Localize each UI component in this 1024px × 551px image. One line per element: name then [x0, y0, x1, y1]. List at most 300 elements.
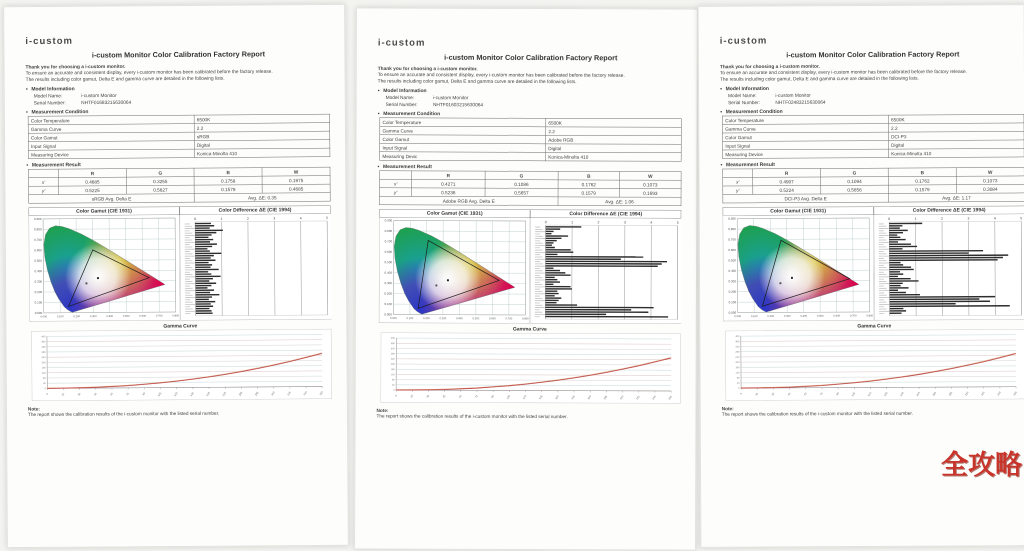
- svg-text:210: 210: [964, 390, 970, 396]
- cie-1931-diagram: [723, 215, 874, 321]
- svg-text:105: 105: [850, 391, 856, 397]
- svg-text:0.000: 0.000: [35, 311, 43, 315]
- svg-text:0.600: 0.600: [34, 248, 42, 252]
- svg-text:0: 0: [194, 217, 196, 221]
- result-value: 0.1975: [262, 176, 330, 185]
- intro-line-1: Thank you for choosing a i-custom monitor.: [26, 62, 332, 70]
- color-gamut-chart-col: [723, 207, 875, 322]
- svg-text:135: 135: [189, 391, 195, 397]
- condition-label: Input Signal: [723, 141, 889, 150]
- svg-text:0.700: 0.700: [505, 317, 512, 321]
- report-page: [354, 7, 698, 550]
- condition-value: 6500K: [888, 115, 1024, 124]
- svg-text:120: 120: [173, 391, 179, 397]
- avg-delta-e-label: sRGB Avg. Delta E: [29, 194, 195, 204]
- condition-label: Gamma Curve: [380, 126, 546, 135]
- model-name-label: Model Name:: [386, 95, 432, 101]
- svg-text:165: 165: [915, 391, 921, 397]
- svg-text:0.500: 0.500: [34, 259, 42, 263]
- svg-text:0.100: 0.100: [406, 316, 413, 320]
- report-title: i-custom Monitor Color Calibration Factory Report: [720, 50, 1024, 60]
- model-name-value: i-custom Monitor: [433, 95, 468, 101]
- section-measurement-result: ● Measurement Result: [377, 164, 683, 171]
- section-measurement-result: ● Measurement Result: [26, 161, 332, 169]
- color-gamut-chart-col: [379, 209, 530, 324]
- svg-text:0: 0: [44, 388, 46, 391]
- svg-text:0.400: 0.400: [728, 269, 736, 273]
- svg-text:0: 0: [393, 389, 395, 392]
- color-gamut-chart: [379, 218, 530, 324]
- color-gamut-chart-title: Color Gamut (CIE 1931): [379, 209, 530, 218]
- svg-text:0: 0: [888, 217, 890, 221]
- svg-text:0.700: 0.700: [34, 238, 42, 242]
- svg-text:0.300: 0.300: [439, 316, 446, 320]
- cie-1931-diagram: [29, 215, 180, 321]
- svg-text:0.400: 0.400: [456, 316, 463, 320]
- condition-label: Gamma Curve: [28, 124, 194, 134]
- svg-text:225: 225: [286, 390, 292, 396]
- note-block: [722, 404, 1024, 417]
- result-col-header: B: [194, 168, 262, 177]
- svg-text:135: 135: [538, 394, 544, 400]
- result-value: 0.1073: [620, 180, 682, 189]
- condition-label: Measuring Device: [723, 149, 889, 158]
- svg-text:1: 1: [221, 217, 223, 221]
- svg-text:0.300: 0.300: [784, 314, 791, 318]
- svg-text:0.200: 0.200: [767, 314, 774, 318]
- model-name-value: i-custom Monitor: [81, 93, 116, 99]
- cie-1931-diagram: [379, 218, 529, 324]
- result-col-header: R: [753, 169, 821, 178]
- result-value: 0.3084: [956, 185, 1024, 194]
- svg-text:30: 30: [77, 392, 82, 397]
- note-text: The report shows the calibration results of the i-custom monitor with the listed serial number.: [722, 410, 1024, 417]
- result-col-header: G: [820, 168, 888, 177]
- measurement-result-table: [28, 167, 330, 204]
- svg-text:0.100: 0.100: [57, 314, 64, 318]
- result-col-header: R: [58, 169, 126, 178]
- svg-text:0.900: 0.900: [34, 217, 42, 221]
- svg-text:0.500: 0.500: [123, 314, 130, 318]
- result-value: 0.5225: [59, 186, 127, 195]
- result-value: 0.4271: [412, 180, 485, 189]
- svg-text:160: 160: [735, 366, 740, 369]
- svg-text:0.800: 0.800: [866, 314, 873, 318]
- note-text: The report shows the calibration results of the i-custom monitor with the listed serial number.: [28, 410, 334, 418]
- condition-label: Color Gamut: [723, 132, 889, 141]
- result-value: 0.1579: [888, 185, 956, 194]
- svg-text:0: 0: [394, 394, 398, 398]
- note-label: Note:: [377, 408, 683, 415]
- svg-text:0.100: 0.100: [729, 300, 737, 304]
- delta-e-bar-chart: [530, 218, 681, 324]
- svg-text:0.600: 0.600: [489, 317, 496, 321]
- svg-text:75: 75: [474, 394, 479, 399]
- svg-text:280: 280: [735, 351, 740, 354]
- svg-text:225: 225: [635, 394, 641, 400]
- gamma-curve-plot: [32, 330, 326, 401]
- gamma-curve-chart: [381, 333, 681, 404]
- svg-text:0.300: 0.300: [729, 280, 737, 284]
- result-value: 0.1693: [619, 189, 681, 198]
- charts-row: [723, 206, 1024, 322]
- svg-text:0.100: 0.100: [751, 314, 758, 318]
- svg-text:90: 90: [141, 391, 146, 396]
- svg-text:0.900: 0.900: [385, 219, 393, 223]
- condition-value: DCI-P3: [888, 132, 1024, 141]
- svg-text:0.700: 0.700: [850, 314, 857, 318]
- svg-text:150: 150: [554, 394, 560, 400]
- svg-text:0.600: 0.600: [833, 314, 840, 318]
- i-custom-logo: i-custom: [720, 34, 1024, 47]
- result-value: 0.5236: [412, 188, 485, 197]
- svg-text:180: 180: [238, 391, 244, 397]
- result-row-label: x': [29, 178, 59, 187]
- serial-number-label: Serial Number:: [34, 100, 80, 106]
- condition-label: Measuring Device: [28, 149, 194, 159]
- svg-text:400: 400: [735, 335, 740, 338]
- delta-e-chart: [180, 214, 332, 321]
- svg-text:0.500: 0.500: [817, 314, 824, 318]
- gamma-curve-chart: [31, 329, 331, 401]
- report-title: i-custom Monitor Color Calibration Factory Report: [378, 53, 684, 62]
- condition-value: 2.2: [194, 123, 330, 132]
- svg-text:0.000: 0.000: [729, 311, 737, 315]
- delta-e-chart-col: [530, 210, 681, 325]
- svg-text:0.800: 0.800: [728, 227, 736, 231]
- svg-text:4: 4: [994, 217, 996, 221]
- svg-text:4: 4: [650, 221, 652, 225]
- svg-text:1: 1: [571, 221, 573, 225]
- intro-paragraph: [378, 66, 684, 86]
- condition-value: Digital: [546, 144, 682, 153]
- svg-text:90: 90: [835, 391, 840, 396]
- svg-text:135: 135: [883, 391, 889, 397]
- watermark-quangonglue: 全攻略: [941, 443, 1022, 482]
- svg-text:3: 3: [624, 221, 626, 225]
- condition-value: 6500K: [194, 114, 330, 123]
- condition-row: [28, 148, 330, 159]
- svg-text:180: 180: [586, 394, 592, 400]
- svg-text:105: 105: [157, 391, 163, 397]
- svg-text:195: 195: [602, 394, 608, 400]
- serial-number-value: NHTF02483215630064: [775, 100, 825, 106]
- section-measurement-condition: ● Measurement Condition: [26, 108, 332, 116]
- svg-text:150: 150: [205, 391, 211, 397]
- svg-text:0: 0: [545, 220, 547, 224]
- svg-text:280: 280: [391, 353, 396, 356]
- svg-text:15: 15: [409, 394, 414, 399]
- model-name-label: Model Name:: [728, 93, 774, 99]
- model-name-row: [728, 92, 1024, 99]
- serial-number-row: [386, 102, 684, 109]
- serial-number-row: [34, 99, 332, 107]
- svg-text:0.800: 0.800: [385, 229, 393, 233]
- svg-text:0.000: 0.000: [390, 316, 397, 320]
- svg-text:40: 40: [737, 382, 740, 385]
- note-label: Note:: [722, 404, 1024, 411]
- svg-text:240: 240: [735, 356, 740, 359]
- svg-text:0.300: 0.300: [35, 280, 43, 284]
- svg-text:0.500: 0.500: [728, 259, 736, 263]
- result-value: 0.1094: [821, 177, 889, 186]
- svg-text:195: 195: [947, 391, 953, 397]
- avg-delta-e-value: Avg. ΔE: 0.35: [194, 193, 330, 202]
- model-name-value: i-custom Monitor: [775, 93, 810, 99]
- condition-value: sRGB: [194, 131, 330, 140]
- gamma-curve-plot: [726, 330, 1020, 401]
- svg-text:15: 15: [60, 392, 65, 397]
- gamma-section: [723, 323, 1024, 401]
- note-text: The report shows the calibration results of the i-custom monitor with the listed serial number.: [377, 413, 683, 420]
- svg-text:0.600: 0.600: [728, 248, 736, 252]
- result-row-label: x': [380, 179, 412, 188]
- condition-label: Color Gamut: [28, 132, 194, 142]
- color-gamut-chart-col: [29, 207, 181, 322]
- svg-text:0.200: 0.200: [729, 290, 737, 294]
- measurement-result-table: [722, 167, 1024, 203]
- avg-delta-e-value: Avg. ΔE: 1.17: [889, 193, 1024, 202]
- result-value: 0.5627: [126, 185, 194, 194]
- svg-text:0: 0: [45, 392, 49, 396]
- result-col-header: G: [126, 168, 194, 177]
- svg-text:0.600: 0.600: [385, 250, 393, 254]
- intro-line-3: The results including color gamut, Delta E and gamma curve are detailed in the following lists.: [26, 75, 332, 83]
- report-page-inner: [355, 8, 697, 539]
- section-measurement-condition: ● Measurement Condition: [378, 111, 684, 118]
- i-custom-logo: i-custom: [25, 34, 331, 47]
- svg-text:400: 400: [391, 337, 396, 340]
- color-gamut-chart: [723, 215, 875, 321]
- svg-text:5: 5: [1020, 217, 1022, 221]
- delta-e-chart-title: Color Difference ΔE (CIE 1994): [180, 206, 331, 216]
- intro-paragraph: [720, 63, 1024, 83]
- svg-text:0: 0: [738, 387, 740, 390]
- svg-text:40: 40: [392, 384, 395, 387]
- result-value: 0.5656: [821, 185, 889, 194]
- svg-text:75: 75: [125, 391, 130, 396]
- result-row-label: y': [380, 188, 412, 197]
- svg-text:240: 240: [391, 358, 396, 361]
- condition-label: Measuring Devic: [380, 152, 546, 161]
- avg-delta-e-label: Adobe RGB Avg. Delta E: [380, 196, 558, 205]
- svg-text:90: 90: [490, 394, 495, 399]
- condition-row: [380, 152, 682, 162]
- condition-value: Konica-Minolta 410: [194, 148, 330, 157]
- svg-text:80: 80: [737, 377, 740, 380]
- svg-text:30: 30: [770, 392, 775, 397]
- svg-text:200: 200: [735, 361, 740, 364]
- result-col-header: [29, 169, 59, 178]
- gamma-curve-title: Gamma Curve: [29, 323, 331, 331]
- result-col-header: [380, 171, 412, 180]
- svg-text:60: 60: [803, 391, 808, 396]
- result-col-header: G: [485, 171, 558, 180]
- delta-e-chart-title: Color Difference ΔE (CIE 1994): [530, 210, 681, 219]
- result-col-header: W: [956, 168, 1024, 177]
- intro-paragraph: [26, 62, 332, 83]
- svg-text:0.200: 0.200: [73, 314, 80, 318]
- condition-label: Color Temperature: [380, 118, 546, 127]
- report-page-inner: [4, 5, 348, 537]
- svg-text:0.200: 0.200: [384, 292, 392, 296]
- section-model-information: ● Model Information: [378, 88, 684, 95]
- svg-text:0.400: 0.400: [384, 271, 392, 275]
- delta-e-chart-title: Color Difference ΔE (CIE 1994): [874, 206, 1024, 215]
- condition-label: Color Temperature: [28, 115, 194, 125]
- charts-row: [29, 206, 332, 322]
- measurement-condition-table: [379, 118, 681, 162]
- svg-text:120: 120: [522, 394, 528, 400]
- result-row-label: y': [29, 186, 59, 195]
- section-model-information: ● Model Information: [26, 85, 332, 93]
- svg-text:210: 210: [619, 394, 625, 400]
- delta-e-bar-chart: [180, 214, 332, 320]
- svg-text:30: 30: [425, 394, 430, 399]
- intro-line-2: To ensure an accurate and consistent display, every i-custom monitor has been calibrated before the factory release.: [720, 69, 1024, 77]
- result-col-header: B: [558, 172, 620, 181]
- model-name-row: [386, 95, 684, 102]
- svg-text:80: 80: [43, 377, 46, 380]
- note-block: [28, 404, 334, 417]
- svg-text:255: 255: [1012, 390, 1018, 396]
- svg-text:160: 160: [42, 367, 47, 370]
- svg-text:1: 1: [915, 217, 917, 221]
- condition-value: 2.2: [546, 127, 682, 136]
- svg-text:255: 255: [318, 390, 324, 396]
- serial-number-row: [728, 99, 1024, 106]
- svg-text:80: 80: [392, 379, 395, 382]
- result-value: 0.1086: [485, 180, 558, 189]
- result-value: 0.4685: [58, 177, 126, 186]
- delta-e-bar-chart: [874, 214, 1024, 320]
- measurement-condition-table: [722, 114, 1024, 159]
- svg-text:0.800: 0.800: [172, 314, 179, 318]
- svg-text:0.600: 0.600: [139, 314, 146, 318]
- svg-text:3: 3: [273, 217, 275, 221]
- serial-number-value: NHTF01683215630064: [81, 100, 131, 106]
- serial-number-value: NHTF01603215630064: [433, 102, 483, 108]
- delta-e-chart: [874, 214, 1024, 320]
- result-value: 0.1762: [888, 176, 956, 185]
- result-col-header: R: [412, 171, 485, 180]
- result-value: 0.1579: [194, 185, 262, 194]
- condition-row: [723, 149, 1024, 159]
- condition-value: Konica-Minolta 410: [888, 149, 1024, 158]
- svg-text:5: 5: [677, 221, 679, 225]
- gamma-section: [29, 323, 332, 402]
- svg-text:5: 5: [326, 216, 328, 220]
- result-value: 0.1579: [558, 189, 620, 198]
- svg-text:120: 120: [391, 374, 396, 377]
- result-col-header: [723, 169, 753, 178]
- gamma-curve-title: Gamma Curve: [723, 323, 1024, 330]
- result-value: 0.3255: [126, 177, 194, 186]
- svg-text:320: 320: [735, 346, 740, 349]
- svg-text:240: 240: [996, 390, 1002, 396]
- svg-text:240: 240: [651, 394, 657, 400]
- condition-label: Color Gamut: [380, 135, 546, 144]
- color-gamut-chart: [29, 215, 181, 322]
- result-col-header: W: [262, 167, 330, 176]
- svg-text:400: 400: [41, 336, 46, 339]
- note-label: Note:: [28, 404, 334, 412]
- svg-text:2: 2: [247, 217, 249, 221]
- svg-text:160: 160: [391, 368, 396, 371]
- svg-text:0.700: 0.700: [156, 314, 163, 318]
- intro-line-3: The results including color gamut, Delta E and gamma curve are detailed in the following lists.: [720, 75, 1024, 83]
- report-page: [3, 4, 349, 548]
- delta-e-chart: [530, 218, 681, 324]
- svg-text:0.800: 0.800: [522, 317, 529, 321]
- svg-text:280: 280: [42, 351, 47, 354]
- delta-e-chart-col: [180, 206, 332, 321]
- svg-text:240: 240: [42, 356, 47, 359]
- condition-label: Color Temperature: [722, 115, 888, 124]
- svg-text:320: 320: [41, 346, 46, 349]
- svg-text:165: 165: [570, 394, 576, 400]
- svg-text:60: 60: [458, 394, 463, 399]
- svg-text:165: 165: [221, 391, 227, 397]
- svg-text:3: 3: [967, 217, 969, 221]
- svg-text:0.400: 0.400: [800, 314, 807, 318]
- svg-text:360: 360: [735, 340, 740, 343]
- result-row-label: y': [723, 186, 753, 195]
- report-title: i-custom Monitor Color Calibration Factory Report: [25, 50, 331, 60]
- svg-text:60: 60: [109, 391, 114, 396]
- gamma-curve-chart: [725, 329, 1024, 401]
- condition-label: Input Signal: [28, 141, 194, 151]
- svg-text:120: 120: [867, 391, 873, 397]
- result-col-header: W: [620, 172, 682, 181]
- svg-text:195: 195: [254, 390, 260, 396]
- svg-text:0.000: 0.000: [734, 314, 741, 318]
- svg-text:0.900: 0.900: [728, 217, 736, 221]
- intro-line-3: The results including color gamut, Delta E and gamma curve are detailed in the following lists.: [378, 78, 684, 85]
- measurement-result-table: [379, 171, 681, 207]
- svg-text:0.200: 0.200: [35, 290, 43, 294]
- svg-text:180: 180: [931, 391, 937, 397]
- svg-text:0.400: 0.400: [106, 314, 113, 318]
- gamma-curve-plot: [381, 333, 675, 403]
- condition-value: Digital: [888, 140, 1024, 149]
- svg-text:75: 75: [819, 391, 824, 396]
- result-value: 0.1762: [558, 180, 620, 189]
- svg-text:200: 200: [42, 362, 47, 365]
- svg-text:0.300: 0.300: [90, 314, 97, 318]
- result-col-header: B: [888, 168, 956, 177]
- svg-text:2: 2: [941, 217, 943, 221]
- svg-text:225: 225: [980, 390, 986, 396]
- svg-text:210: 210: [270, 390, 276, 396]
- svg-text:255: 255: [667, 395, 673, 401]
- svg-text:2: 2: [598, 221, 600, 225]
- delta-e-chart-col: [874, 206, 1024, 321]
- condition-value: Digital: [194, 140, 330, 149]
- svg-text:0.200: 0.200: [423, 316, 430, 320]
- svg-text:0.500: 0.500: [472, 317, 479, 321]
- svg-text:0.700: 0.700: [385, 240, 393, 244]
- svg-text:0.500: 0.500: [385, 260, 393, 264]
- svg-text:0.700: 0.700: [728, 238, 736, 242]
- result-value: 0.5657: [485, 188, 558, 197]
- svg-text:0.300: 0.300: [384, 281, 392, 285]
- model-name-label: Model Name:: [34, 93, 80, 99]
- gamma-section: [379, 326, 681, 404]
- svg-text:360: 360: [391, 342, 396, 345]
- condition-value: 2.2: [888, 123, 1024, 132]
- svg-text:15: 15: [754, 392, 759, 397]
